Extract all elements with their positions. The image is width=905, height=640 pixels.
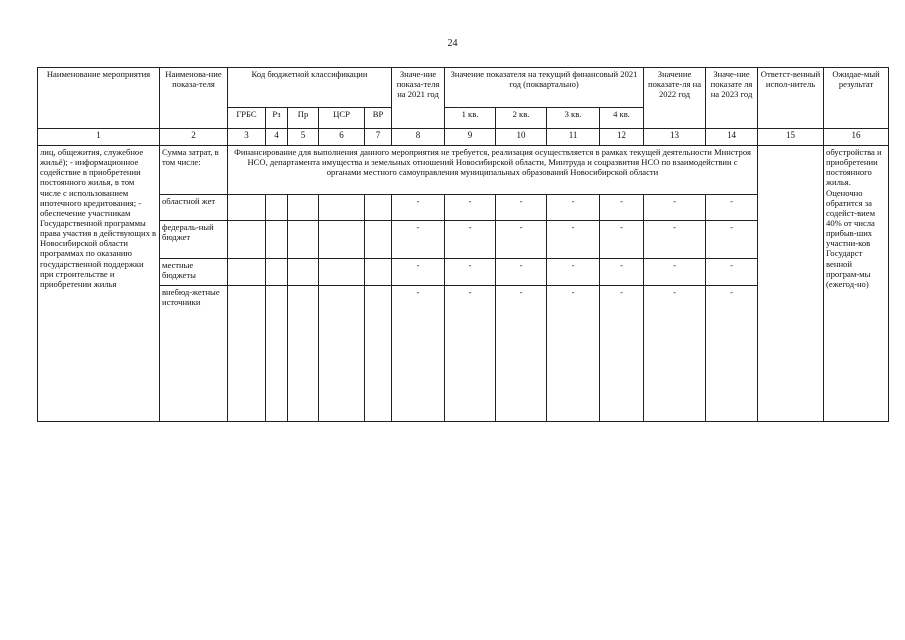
- header-q2: 2 кв.: [496, 108, 547, 129]
- header-value-2023: Значе-ние показате ля на 2023 год: [706, 68, 758, 129]
- empty-cell: [365, 221, 392, 259]
- header-current-year: Значение показателя на текущий финансовый 2021 год (поквартально): [445, 68, 644, 108]
- column-number: 6: [319, 129, 365, 146]
- header-value-2021: Значе-ние показа-теля на 2021 год: [392, 68, 445, 129]
- empty-cell: [228, 259, 266, 286]
- value-2023: -: [706, 221, 758, 259]
- value-q4: -: [600, 286, 644, 422]
- column-number: 2: [160, 129, 228, 146]
- value-2022: -: [644, 286, 706, 422]
- empty-cell: [288, 195, 319, 221]
- value-q4: -: [600, 195, 644, 221]
- value-q1: -: [445, 195, 496, 221]
- empty-cell: [365, 195, 392, 221]
- header-vr: ВР: [365, 108, 392, 129]
- header-q4: 4 кв.: [600, 108, 644, 129]
- value-q2: -: [496, 286, 547, 422]
- value-q3: -: [547, 221, 600, 259]
- expected-result: обустройства и приобретении постоянного жилья. Оценочно обратится за содейст-вием 40% от числа прибыв-ших участни-ков Государст венной програм-мы (ежегод-но): [824, 146, 889, 422]
- column-number: 13: [644, 129, 706, 146]
- value-2021: -: [392, 286, 445, 422]
- value-2023: -: [706, 259, 758, 286]
- page-number: 24: [447, 38, 458, 49]
- column-number: 8: [392, 129, 445, 146]
- local-budgets-label: местные бюджеты: [160, 259, 228, 286]
- column-number: 7: [365, 129, 392, 146]
- value-q1: -: [445, 259, 496, 286]
- value-2021: -: [392, 195, 445, 221]
- column-number: 15: [758, 129, 824, 146]
- value-q2: -: [496, 195, 547, 221]
- header-budget-classification: Код бюджетной классификации: [228, 68, 392, 108]
- empty-cell: [288, 221, 319, 259]
- header-csr: ЦСР: [319, 108, 365, 129]
- empty-cell: [228, 286, 266, 422]
- empty-cell: [266, 195, 288, 221]
- empty-cell: [266, 221, 288, 259]
- empty-cell: [365, 259, 392, 286]
- regional-budget-label: областной жет: [160, 195, 228, 221]
- column-number: 9: [445, 129, 496, 146]
- header-q3: 3 кв.: [547, 108, 600, 129]
- value-2022: -: [644, 221, 706, 259]
- column-number: 4: [266, 129, 288, 146]
- column-number: 11: [547, 129, 600, 146]
- header-expected-result: Ожидае-мый результат: [824, 68, 889, 129]
- empty-cell: [365, 286, 392, 422]
- header-value-2022: Значение показате-ля на 2022 год: [644, 68, 706, 129]
- header-responsible: Ответст-венный испол-нитель: [758, 68, 824, 129]
- header-indicator: Наименова-ние показа-теля: [160, 68, 228, 129]
- value-q4: -: [600, 221, 644, 259]
- empty-cell: [228, 195, 266, 221]
- header-activity: Наименование мероприятия: [38, 68, 160, 129]
- value-q1: -: [445, 286, 496, 422]
- value-2022: -: [644, 195, 706, 221]
- value-2023: -: [706, 286, 758, 422]
- activity-description: лиц, общежития, служебное жильё); - информационное содействие в приобретении постоянного жилья, в том числе с использованием ипотечного кредитования; - обеспечение участникам Государственной программы права участия в действующих в Новосибирской области программах по оказанию государственной поддержки при строительстве и приобретении жилья: [38, 146, 160, 422]
- column-number: 3: [228, 129, 266, 146]
- value-q3: -: [547, 259, 600, 286]
- value-q3: -: [547, 286, 600, 422]
- value-q1: -: [445, 221, 496, 259]
- value-2022: -: [644, 259, 706, 286]
- federal-budget-label: федераль-ный бюджет: [160, 221, 228, 259]
- value-q2: -: [496, 221, 547, 259]
- value-2023: -: [706, 195, 758, 221]
- empty-cell: [319, 195, 365, 221]
- column-number: 14: [706, 129, 758, 146]
- financing-note: Финансирование для выполнения данного мероприятия не требуется, реализация осуществляется в рамках текущей деятельности Минстроя НСО, департамента имущества и земельных отношений Новосибирской области, Минтруда и соцразвития НСО по взаимодействии с органами местного самоуправления муниципальных образований Новосибирской области: [228, 146, 758, 195]
- header-pr: Пр: [288, 108, 319, 129]
- value-2021: -: [392, 221, 445, 259]
- header-rz: Рз: [266, 108, 288, 129]
- extrabudgetary-label: внебюд-жетные источники: [160, 286, 228, 422]
- empty-cell: [288, 286, 319, 422]
- empty-cell: [288, 259, 319, 286]
- empty-cell: [319, 286, 365, 422]
- value-q4: -: [600, 259, 644, 286]
- column-number: 12: [600, 129, 644, 146]
- value-q3: -: [547, 195, 600, 221]
- activity-table: [37, 67, 889, 422]
- header-q1: 1 кв.: [445, 108, 496, 129]
- empty-cell: [319, 259, 365, 286]
- column-number: 16: [824, 129, 889, 146]
- empty-cell: [266, 259, 288, 286]
- header-grbs: ГРБС: [228, 108, 266, 129]
- empty-cell: [266, 286, 288, 422]
- column-number: 1: [38, 129, 160, 146]
- value-2021: -: [392, 259, 445, 286]
- empty-cell: [228, 221, 266, 259]
- total-costs-label: Сумма затрат, в том числе:: [160, 146, 228, 195]
- empty-cell: [319, 221, 365, 259]
- column-number: 10: [496, 129, 547, 146]
- value-q2: -: [496, 259, 547, 286]
- column-number: 5: [288, 129, 319, 146]
- responsible-executor: [758, 146, 824, 422]
